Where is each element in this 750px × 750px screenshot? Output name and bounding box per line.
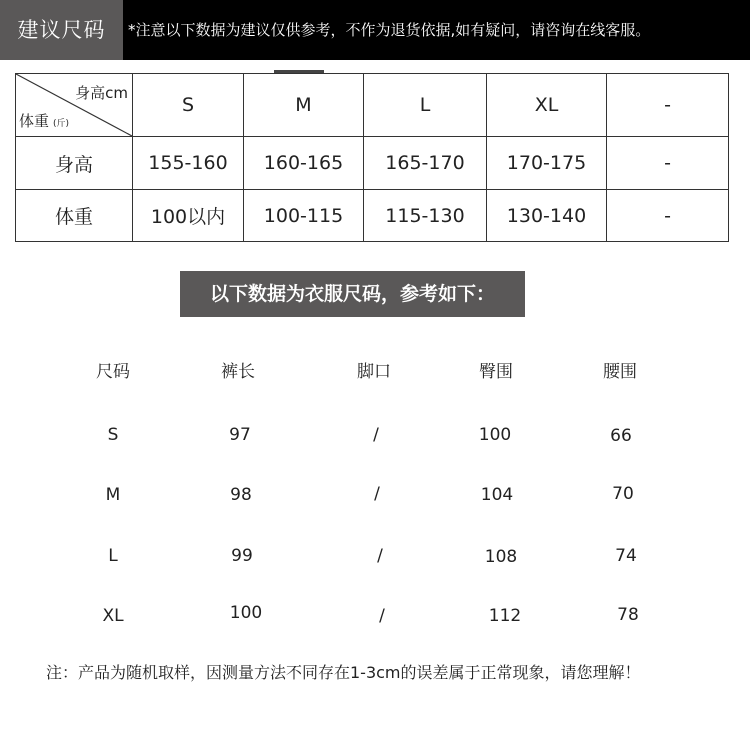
table-cell: 66 — [610, 426, 632, 446]
column-header: 尺码 — [96, 362, 130, 382]
table-cell: 100 — [229, 603, 263, 623]
corner-weight-label: 体重 (斤) — [19, 112, 70, 130]
size-header-cell: M — [244, 74, 364, 137]
table-cell: 130-140 — [487, 190, 607, 242]
table-cell: 70 — [612, 484, 634, 504]
table-cell: XL — [102, 606, 124, 626]
table-cell: 100-115 — [244, 190, 364, 242]
table-cell: 170-175 — [487, 137, 607, 190]
table-cell: 160-165 — [244, 137, 364, 190]
table-cell: 78 — [617, 605, 639, 625]
table-cell: 108 — [484, 547, 518, 567]
table-cell: / — [373, 425, 379, 445]
size-recommendation-table — [15, 73, 729, 242]
table-row — [16, 137, 729, 190]
corner-cell — [16, 74, 133, 137]
table-cell: 165-170 — [364, 137, 487, 190]
size-header-cell: - — [607, 74, 729, 137]
table-cell: / — [379, 606, 385, 626]
row-label: 身高 — [16, 137, 133, 190]
table-cell: S — [107, 425, 119, 445]
table-cell: 98 — [230, 485, 252, 505]
section-banner: 以下数据为衣服尺码，参考如下： — [180, 271, 525, 317]
table-header-row — [16, 74, 729, 137]
table-cell: - — [607, 137, 729, 190]
header-title: 建议尺码 — [0, 0, 123, 60]
column-header: 裤长 — [221, 362, 255, 382]
size-header-cell: S — [133, 74, 244, 137]
header-notice: *注意以下数据为建议仅供参考，不作为退货依据,如有疑问，请咨询在线客服。 — [128, 21, 651, 39]
table-cell: / — [374, 484, 380, 504]
table-cell: 112 — [488, 606, 522, 626]
table-row — [16, 190, 729, 242]
table-cell: M — [105, 485, 121, 505]
row-label: 体重 — [16, 190, 133, 242]
table-cell: L — [108, 546, 118, 566]
header-bar — [0, 0, 750, 60]
table-cell: / — [377, 546, 383, 566]
table-cell: 104 — [480, 485, 514, 505]
column-header: 腰围 — [603, 362, 637, 382]
table-cell: - — [607, 190, 729, 242]
corner-height-label: 身高cm — [75, 84, 128, 102]
table-cell: 100以内 — [133, 190, 244, 242]
table-cell: 115-130 — [364, 190, 487, 242]
footnote: 注：产品为随机取样，因测量方法不同存在1-3cm的误差属于正常现象，请您理解！ — [46, 663, 641, 682]
table-cell: 74 — [615, 546, 637, 566]
column-header: 臀围 — [479, 362, 513, 382]
table-cell: 100 — [478, 425, 512, 445]
column-header: 脚口 — [357, 362, 391, 382]
size-header-cell: XL — [487, 74, 607, 137]
table-cell: 155-160 — [133, 137, 244, 190]
size-header-cell: L — [364, 74, 487, 137]
table-cell: 99 — [231, 546, 253, 566]
table-cell: 97 — [229, 425, 251, 445]
